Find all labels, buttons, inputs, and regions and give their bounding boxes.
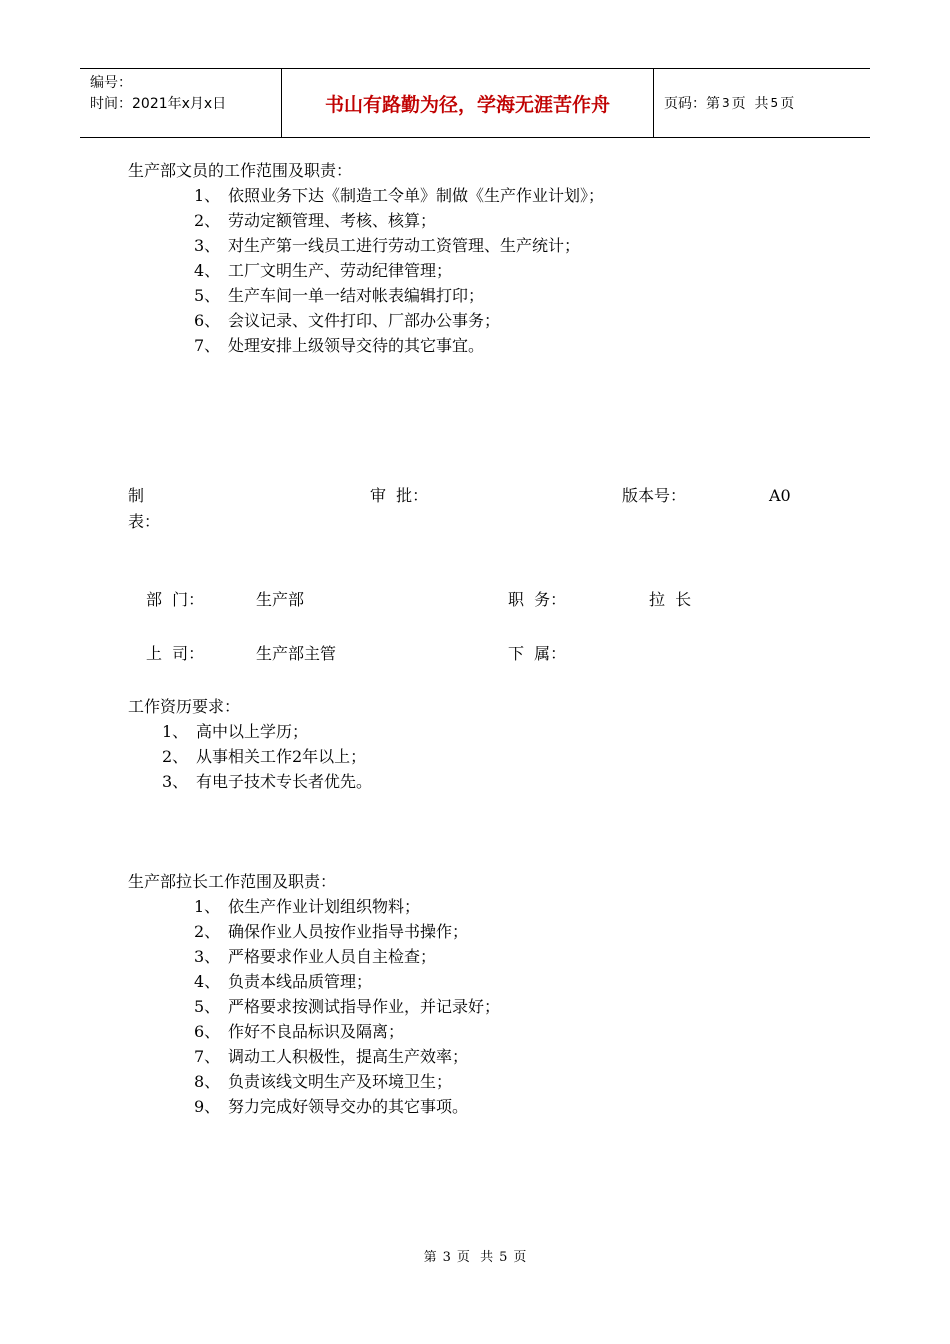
list-item: 1、 依照业务下达《制造工令单》制做《生产作业计划》；: [194, 186, 605, 205]
page-header: [80, 68, 870, 138]
header-motto: 书山有路勤为径，学海无涯苦作舟: [281, 69, 654, 137]
list-item: 4、 工厂文明生产、劳动纪律管理；: [194, 261, 453, 280]
dept-value: 生产部: [256, 590, 305, 609]
position-value: 拉 长: [649, 590, 692, 609]
list-item: 6、 会议记录、文件打印、厂部办公事务；: [194, 311, 501, 330]
list-item: 2、 确保作业人员按作业指导书操作；: [194, 922, 469, 941]
page-mid: 页 共: [731, 96, 769, 112]
footer-p1: 第: [423, 1250, 437, 1265]
footer-current: 3: [442, 1250, 451, 1265]
list-item: 3、 对生产第一线员工进行劳动工资管理、生产统计；: [194, 236, 581, 255]
list-item: 2、 劳动定额管理、考核、核算；: [194, 211, 437, 230]
list-item: 7、 调动工人积极性，提高生产效率；: [194, 1047, 469, 1066]
page-suffix: 页: [780, 96, 795, 112]
list-item: 5、 生产车间一单一结对帐表编辑打印；: [194, 286, 485, 305]
subordinate-label: 下 属：: [508, 644, 567, 663]
boss-label: 上 司：: [146, 644, 205, 663]
list-item: 4、 负责本线品质管理；: [194, 972, 373, 991]
section1-title: 生产部文员的工作范围及职责：: [128, 161, 353, 180]
number-label: 编号：: [90, 75, 132, 91]
section3-list: [194, 894, 500, 1119]
maker-label-2: 表：: [128, 512, 161, 531]
footer-p3: 共: [480, 1250, 494, 1265]
boss-value: 生产部主管: [256, 644, 337, 663]
approve-label: 审 批：: [370, 486, 429, 505]
section2-list: [162, 719, 372, 794]
list-item: 9、 努力完成好领导交办的其它事项。: [194, 1097, 469, 1116]
section1-list: [194, 183, 604, 358]
footer-p4: 页: [513, 1250, 527, 1265]
time-label: 时间：2021年x月x日: [90, 96, 227, 112]
list-item: 7、 处理安排上级领导交待的其它事宜。: [194, 336, 485, 355]
dept-label: 部 门：: [146, 590, 205, 609]
list-item: 5、 严格要求按测试指导作业，并记录好；: [194, 997, 501, 1016]
footer-p2: 页: [456, 1250, 470, 1265]
list-item: 6、 作好不良品标识及隔离；: [194, 1022, 405, 1041]
list-item: 3、 有电子技术专长者优先。: [162, 772, 373, 791]
version-label: 版本号：: [622, 486, 687, 505]
version-value: A0: [769, 486, 791, 505]
list-item: 1、 高中以上学历；: [162, 722, 309, 741]
maker-label: 制: [128, 486, 145, 505]
section2-title: 工作资历要求：: [128, 697, 241, 716]
header-left-cell: [80, 69, 281, 137]
page-current: 3: [722, 96, 730, 110]
header-page-indicator: [654, 69, 870, 137]
list-item: 2、 从事相关工作2年以上；: [162, 747, 367, 766]
list-item: 3、 严格要求作业人员自主检查；: [194, 947, 437, 966]
section3-title: 生产部拉长工作范围及职责：: [128, 872, 337, 891]
footer-total: 5: [499, 1250, 508, 1265]
page-footer: [0, 1246, 950, 1265]
page-total: 5: [770, 96, 779, 110]
list-item: 8、 负责该线文明生产及环境卫生；: [194, 1072, 453, 1091]
list-item: 1、 依生产作业计划组织物料；: [194, 897, 421, 916]
page-prefix: 页码：第: [664, 96, 720, 112]
position-label: 职 务：: [508, 590, 567, 609]
